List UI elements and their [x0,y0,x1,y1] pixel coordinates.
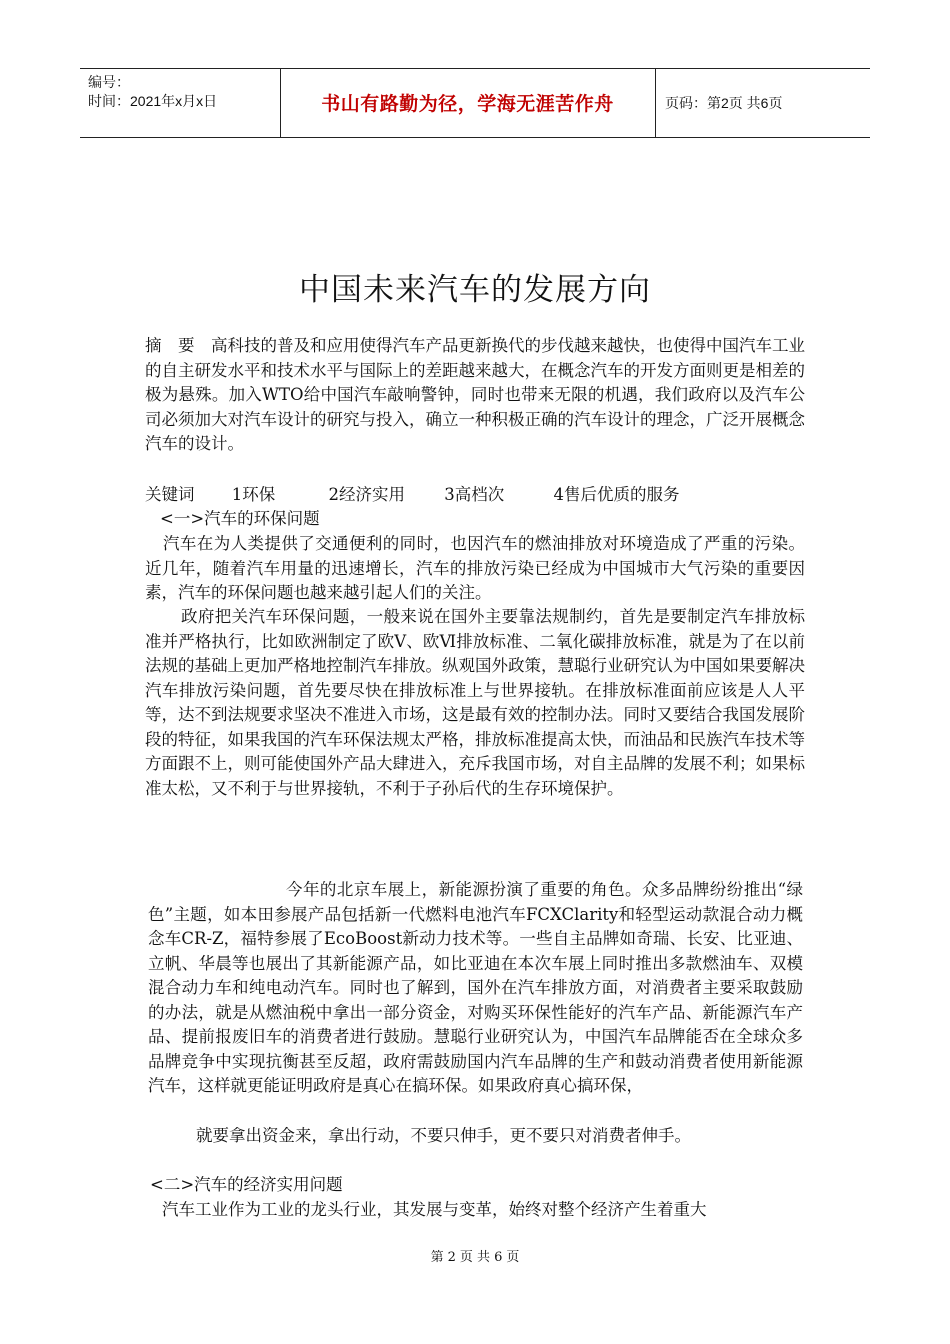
keywords-label: 关键词 [145,485,195,504]
header-divider [655,69,656,137]
body-paragraph: 汽车在为人类提供了交通便利的同时，也因汽车的燃油排放对环境造成了严重的污染。近几年，随着汽车用量的迅速增长，汽车的排放污染已经成为中国城市大气污染的重要因素，汽车的环保问题也越来越引起人们的关注。 [145,534,805,602]
header-motto: 书山有路勤为径，学海无涯苦作舟 [321,93,614,115]
keyword-item: 2经济实用 [328,485,405,504]
section-heading: <一>汽车的环保问题 [160,509,320,528]
footer-suffix: 页 [506,1250,520,1265]
footer-page-number: 2 [447,1250,456,1265]
document-title: 中国未来汽车的发展方向 [299,272,651,308]
header-left-cell [88,73,217,111]
keywords-line [145,483,680,507]
document-time-label: 时间：2021年x月x日 [88,93,218,109]
header-page-info: 页码：第2页 共6页 [665,95,783,111]
section-heading: <二>汽车的经济实用问题 [150,1175,343,1194]
footer-total-pages: 6 [494,1250,503,1265]
page-footer [0,1246,950,1265]
keyword-item: 3高档次 [444,485,505,504]
footer-prefix: 第 [430,1250,444,1265]
document-number-label: 编号： [88,74,130,90]
body-paragraph: 汽车工业作为工业的龙头行业，其发展与变革，始终对整个经济产生着重大 [162,1200,707,1219]
abstract-paragraph: 摘 要 高科技的普及和应用使得汽车产品更新换代的步伐越来越快，也使得中国汽车工业的自主研发水平和技术水平与国际上的差距越来越大，在概念汽车的开发方面则更是相差的极为悬殊。加入WTO给中国汽车敲响警钟，同时也带来无限的机遇，我们政府以及汽车公司必须加大对汽车设计的研究与投入，确立一种积极正确的汽车设计的理念，广泛开展概念汽车的设计。 [145,336,805,453]
page-header [80,68,870,138]
body-paragraph-continuation: 就要拿出资金来，拿出行动，不要只伸手，更不要只对消费者伸手。 [196,1126,691,1145]
body-paragraph: 今年的北京车展上，新能源扮演了重要的角色。众多品牌纷纷推出“绿色”主题，如本田参展产品包括新一代燃料电池汽车FCXClarity和轻型运动款混合动力概念车CR-Z，福特参展了EcoBoost新动力技术等。一些自主品牌如奇瑞、长安、比亚迪、立帆、华晨等也展出了其新能源产品，如比亚迪在本次车展上同时推出多款燃油车、双模混合动力车和纯电动汽车。同时也了解到，国外在汽车排放方面，对消费者主要采取鼓励的办法，就是从燃油税中拿出一部分资金，对购买环保性能好的汽车产品、新能源汽车产品、提前报废旧车的消费者进行鼓励。慧聪行业研究认为，中国汽车品牌能否在全球众多品牌竞争中实现抗衡甚至反超，政府需鼓励国内汽车品牌的生产和鼓动消费者使用新能源汽车，这样就更能证明政府是真心在搞环保。如果政府真心搞环保， [148,880,803,1095]
keyword-item: 1环保 [231,485,276,504]
keyword-item: 4售后优质的服务 [553,485,680,504]
footer-middle: 页 共 [459,1250,491,1265]
body-paragraph: 政府把关汽车环保问题，一般来说在国外主要靠法规制约，首先是要制定汽车排放标准并严格执行，比如欧洲制定了欧Ⅴ、欧Ⅵ排放标准、二氧化碳排放标准，就是为了在以前法规的基础上更加严格地控制汽车排放。纵观国外政策，慧聪行业研究认为中国如果要解决汽车排放污染问题，首先要尽快在排放标准上与世界接轨。在排放标准面前应该是人人平等，达不到法规要求坚决不准进入市场，这是最有效的控制办法。同时又要结合我国发展阶段的特征，如果我国的汽车环保法规太严格，排放标准提高太快，而油品和民族汽车技术等方面跟不上，则可能使国外产品大肆进入，充斥我国市场，对自主品牌的发展不利；如果标准太松，又不利于与世界接轨，不利于子孙后代的生存环境保护。 [145,607,805,798]
